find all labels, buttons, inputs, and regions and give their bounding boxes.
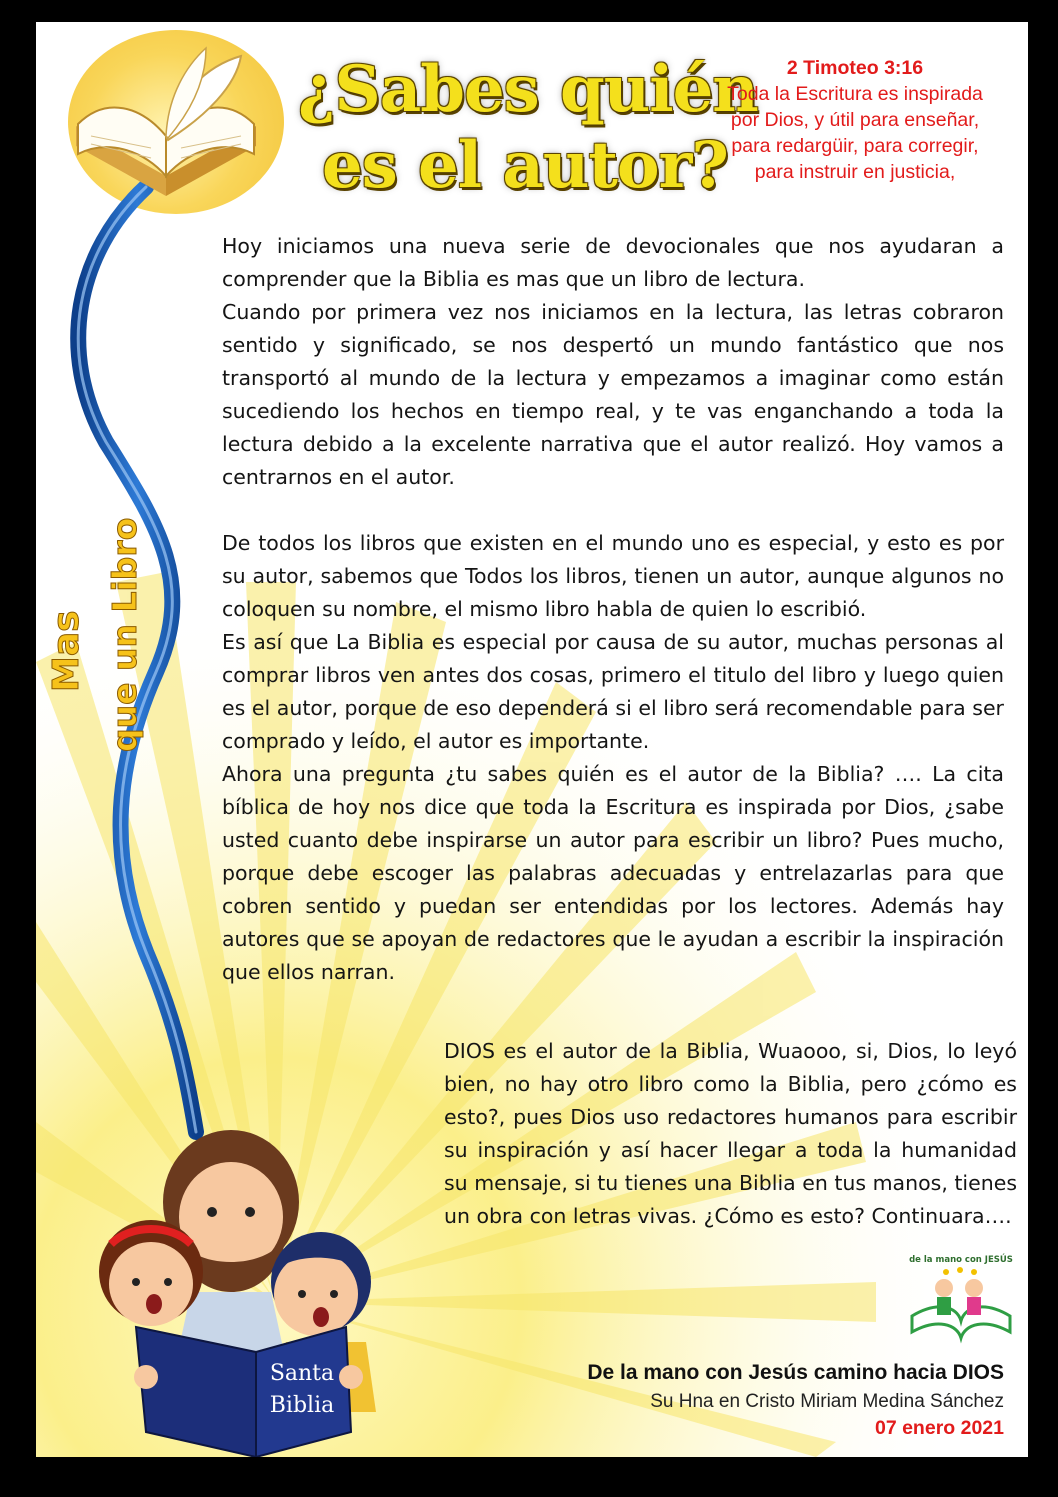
side-title-line-1: Mas	[46, 610, 87, 692]
children-reading-bible-illustration	[66, 1112, 396, 1457]
verse-reference: 2 Timoteo 3:16	[786, 57, 924, 79]
paragraph-3: De todos los libros que existen en el mundo uno es especial, y esto es por su autor, sabemos que Todos los libros, tienen un autor, aunque algunos no coloquen su nombre, el mismo libro habla de quien lo escribió.	[222, 531, 1004, 621]
page-title-line-1: ¿Sabes quién	[298, 52, 758, 127]
verse-line: para instruir en justicia,	[754, 161, 956, 183]
paragraph-6: DIOS es el autor de la Biblia, Wuaooo, si, Dios, lo leyó bien, no hay otro libro como la Biblia, pero ¿cómo es esto?, pues Dios uso redactores humanos para escribir su inspiración y así hacer llegar a toda la humanidad su mensaje, si tu tienes una Biblia en tus manos, tienes un obra con letras vivas. ¿Cómo es esto? Continuara….	[444, 1039, 1017, 1228]
verse-line: por Dios, y útil para enseñar,	[730, 109, 980, 131]
paragraph-2: Cuando por primera vez nos iniciamos en la lectura, las letras cobraron sentido y significado, se nos despertó un mundo fantástico que nos transportó al mundo de la lectura y empezamos a imaginar como están sucediendo los hechos en tiempo real, y te vas enganchando a toda la lectura debido a la excelente narrativa que el autor realizó. Hoy vamos a centrarnos en el autor.	[222, 300, 1004, 489]
paragraph-4: Es así que La Biblia es especial por causa de su autor, muchas personas al comprar libros ven antes dos cosas, primero el titulo del libro y luego quien es el autor, porque de eso dependerá si el libro será recomendable para ser comprado y leído, el autor es importante.	[222, 630, 1004, 753]
ministry-logo	[902, 1246, 1020, 1346]
page-title-line-2: es el autor?	[322, 128, 728, 203]
paragraph-5: Ahora una pregunta ¿tu sabes quién es el autor de la Biblia? …. La cita bíblica de hoy nos dice que toda la Escritura es inspirada por Dios, ¿sabe usted cuanto debe inspirarse un autor para escribir un libro? Pues mucho, porque debe escoger las palabras adecuadas y entrelazarlas para que cobren sentido y puedan ser entendidas por los lectores. Además hay autores que se apoyan de redactores que le ayudan a escribir la inspiración que ellos narran.	[222, 762, 1004, 984]
verse-line: para redargüir, para corregir,	[731, 135, 979, 157]
footer-date: 07 enero 2021	[874, 1417, 1004, 1439]
footer-author: Su Hna en Cristo Miriam Medina Sánchez	[650, 1391, 1004, 1412]
footer	[587, 1358, 1004, 1441]
bible-cover-line-2: Biblia	[269, 1393, 335, 1418]
body-text	[222, 230, 1004, 989]
open-book-icon	[56, 36, 286, 216]
side-title	[38, 462, 168, 762]
paragraph-1: Hoy iniciamos una nueva serie de devocionales que nos ayudaran a comprender que la Biblia es mas que un libro de lectura.	[222, 234, 1004, 291]
logo-text: de la mano con JESÚS	[909, 1255, 1013, 1265]
devotional-page	[36, 22, 1028, 1457]
footer-slogan: De la mano con Jesús camino hacia DIOS	[587, 1361, 1004, 1384]
side-title-line-2: que un Libro	[105, 517, 144, 752]
bible-verse	[700, 55, 1010, 185]
verse-line: Toda la Escritura es inspirada	[727, 83, 983, 105]
bible-cover-line-1: Santa	[269, 1361, 335, 1386]
